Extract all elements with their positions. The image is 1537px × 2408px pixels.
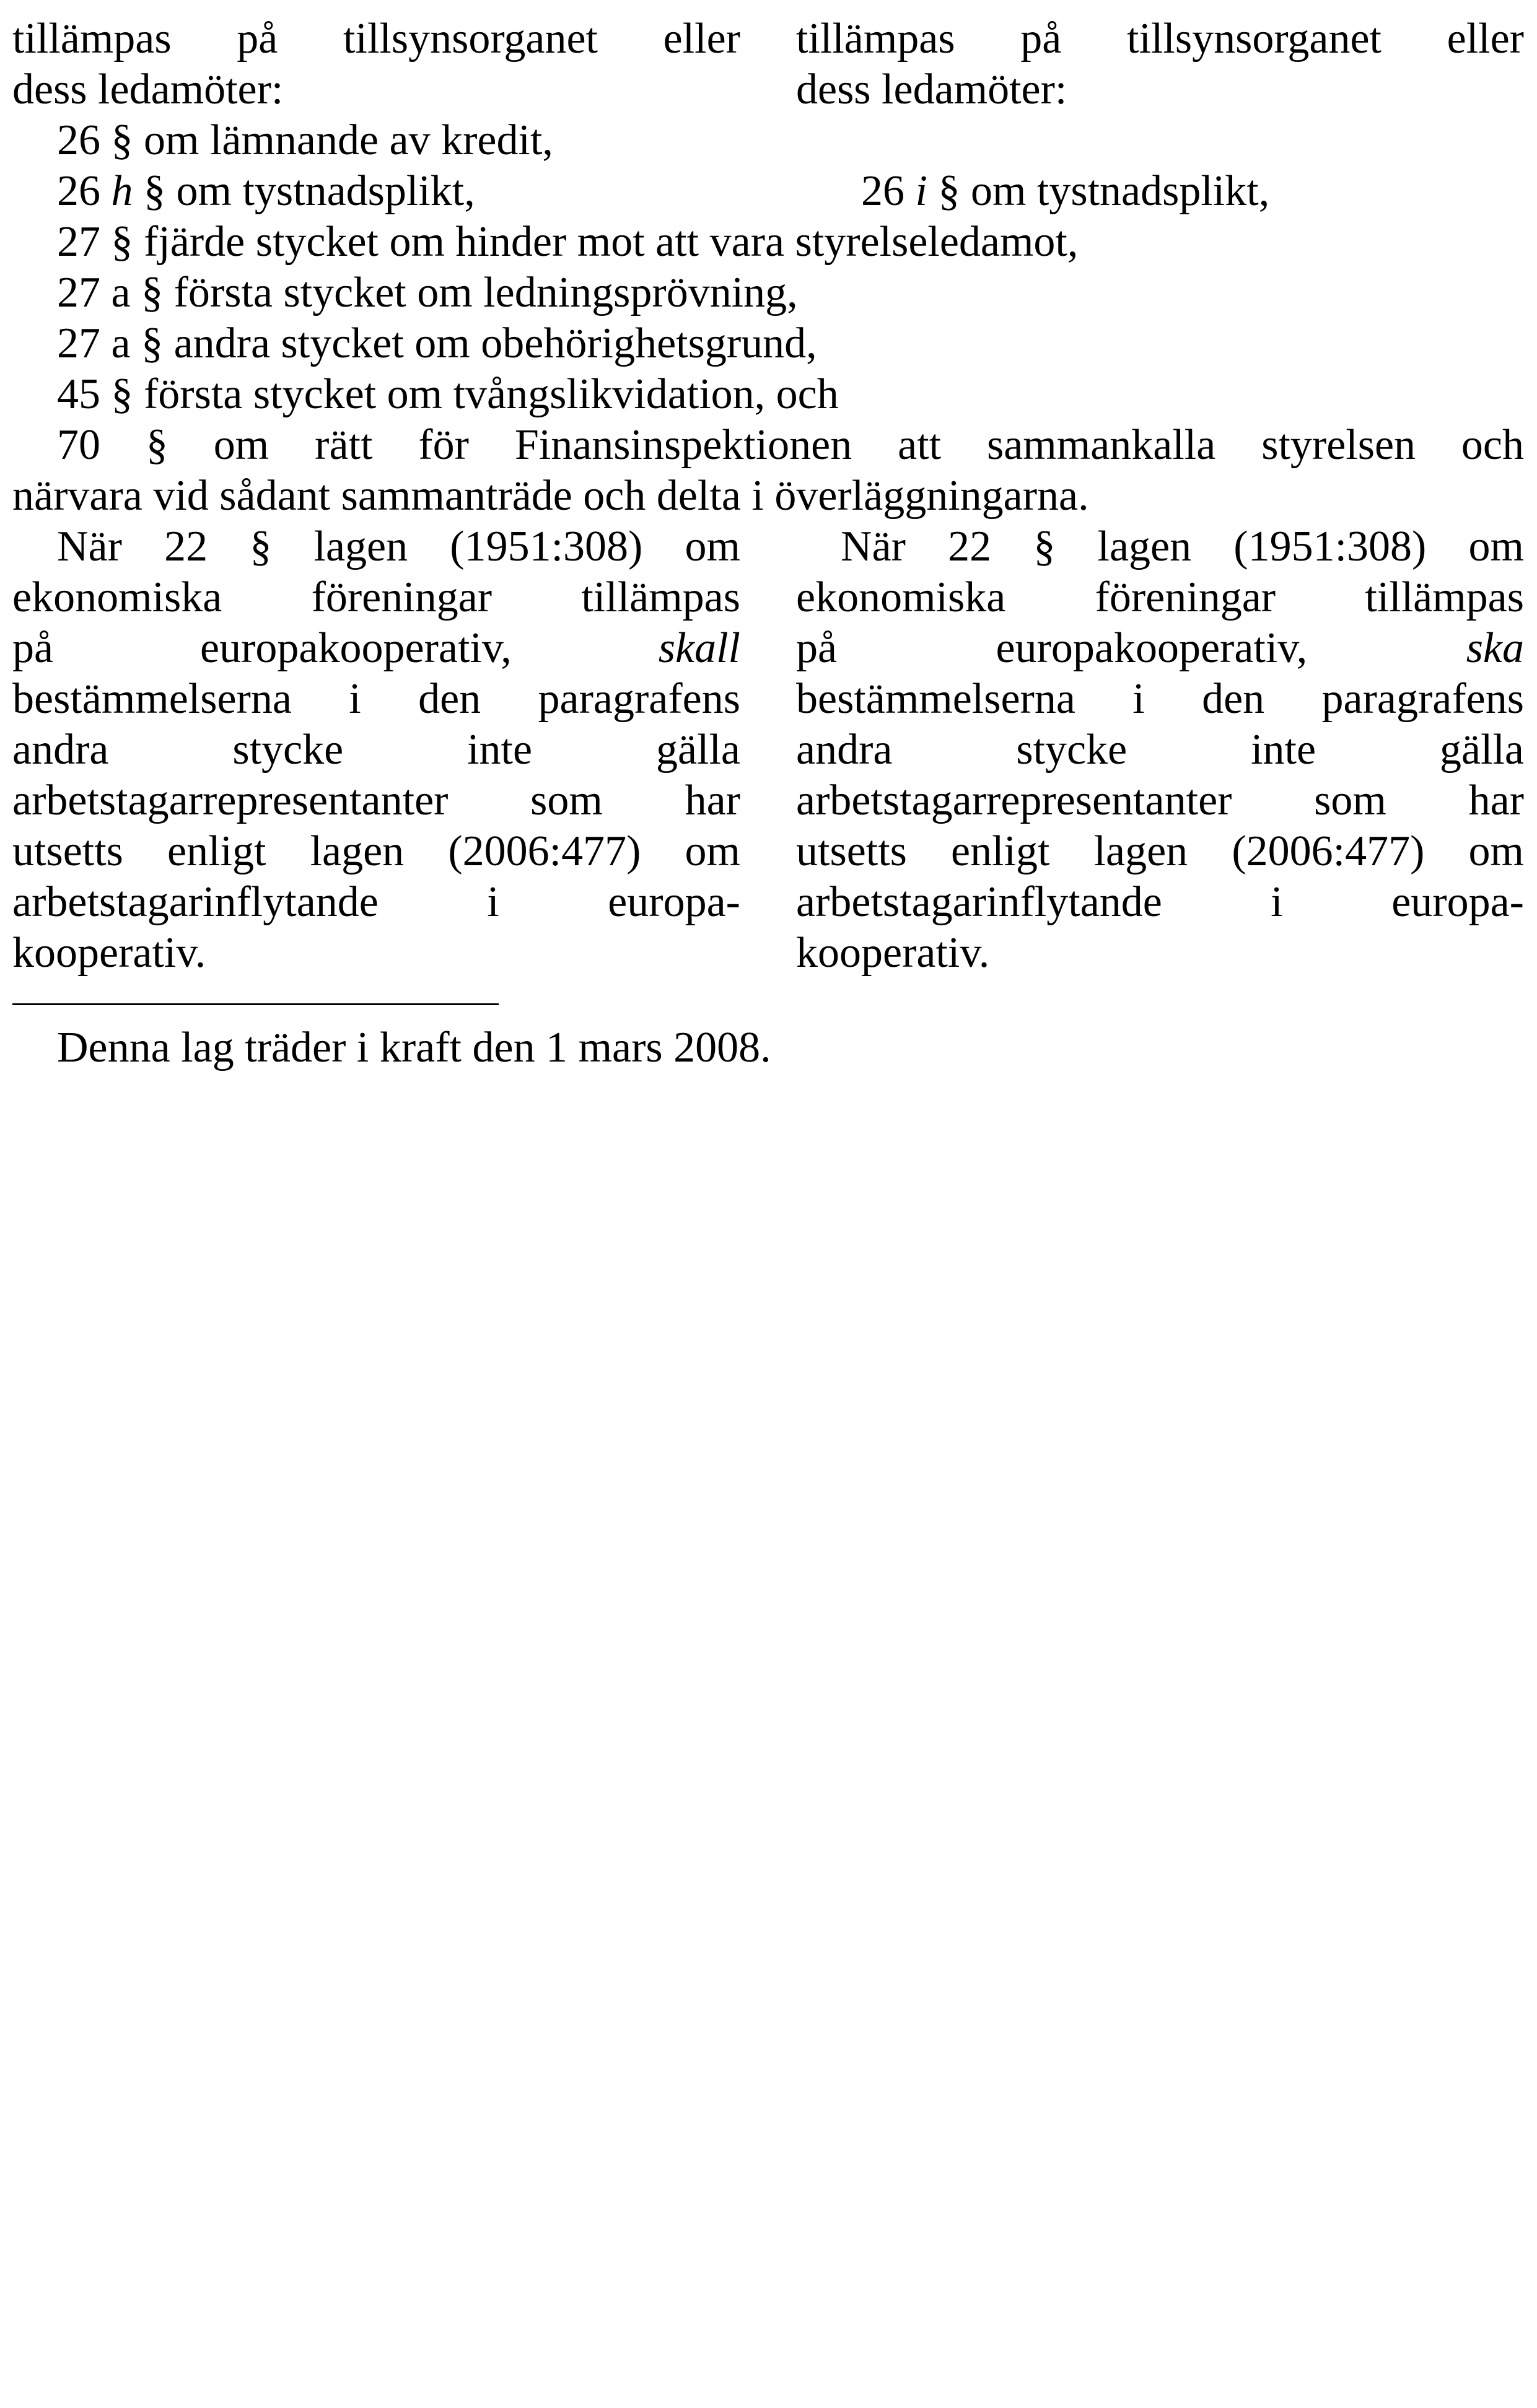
amended-word: ska — [1466, 624, 1524, 672]
intro-right-line: tillämpas på tillsynsorganet eller — [796, 15, 1524, 63]
list-item: 27 § fjärde stycket om hinder mot att vara styrelseledamot, — [57, 218, 1079, 266]
intro-right-column — [796, 14, 1524, 115]
list-item-old — [12, 166, 794, 217]
para-line: arbetstagarinflytande i europa- — [796, 878, 1524, 926]
item-prefix: 26 — [57, 167, 112, 215]
para-line: kooperativ. — [796, 929, 990, 977]
intro-right-line: dess ledamöter: — [796, 66, 1067, 113]
para-line: arbetstagarrepresentanter som har — [12, 777, 740, 824]
list-item-new — [794, 166, 1269, 217]
list-item: 70 § om rätt för Finansinspektionen att sammankalla styrelsen och — [57, 421, 1524, 469]
provision-list — [12, 115, 1524, 521]
para-line — [12, 623, 740, 674]
footnote: Denna lag träder i kraft den 1 mars 2008. — [57, 1024, 771, 1071]
list-item-split — [12, 166, 1524, 217]
item-letter: i — [915, 167, 927, 215]
item-letter: h — [111, 167, 133, 215]
amended-word: skall — [658, 624, 740, 672]
paragraph-right-column — [796, 521, 1524, 979]
intro-left-line: dess ledamöter: — [12, 66, 284, 113]
paragraph-left-column — [12, 521, 740, 979]
list-item: 26 § om lämnande av kredit, — [57, 116, 553, 164]
footnote-divider — [12, 1003, 499, 1005]
para-line: utsetts enligt lagen (2006:477) om — [12, 827, 740, 875]
para-line: andra stycke inte gälla — [796, 726, 1524, 774]
intro-columns — [12, 14, 1524, 115]
para-line: bestämmelserna i den paragrafens — [796, 675, 1524, 723]
paragraph-columns — [12, 521, 1524, 979]
list-item-continuation: närvara vid sådant sammanträde och delta i överläggningarna. — [12, 472, 1089, 520]
document-page — [12, 14, 1524, 1073]
list-item: 45 § första stycket om tvångslikvidation, och — [57, 370, 839, 418]
para-line: kooperativ. — [12, 929, 206, 977]
list-item: 27 a § andra stycket om obehörighetsgrund, — [57, 320, 817, 367]
para-line: arbetstagarrepresentanter som har — [796, 777, 1524, 824]
item-suffix: § om tystnadsplikt, — [927, 167, 1270, 215]
para-text: på europakooperativ, — [12, 624, 512, 672]
intro-left-column — [12, 14, 740, 115]
para-line: När 22 § lagen (1951:308) om — [57, 523, 740, 570]
para-line: arbetstagarinflytande i europa- — [12, 878, 740, 926]
para-line: utsetts enligt lagen (2006:477) om — [796, 827, 1524, 875]
para-line: När 22 § lagen (1951:308) om — [841, 523, 1524, 570]
item-prefix: 26 — [861, 167, 916, 215]
para-line: ekonomiska föreningar tillämpas — [796, 574, 1524, 621]
para-line: ekonomiska föreningar tillämpas — [12, 574, 740, 621]
list-item: 27 a § första stycket om ledningsprövning, — [57, 269, 798, 316]
intro-left-line: tillämpas på tillsynsorganet eller — [12, 15, 740, 63]
para-text: på europakooperativ, — [796, 624, 1308, 672]
para-line: bestämmelserna i den paragrafens — [12, 675, 740, 723]
para-line — [796, 623, 1524, 674]
item-suffix: § om tystnadsplikt, — [133, 167, 475, 215]
para-line: andra stycke inte gälla — [12, 726, 740, 774]
